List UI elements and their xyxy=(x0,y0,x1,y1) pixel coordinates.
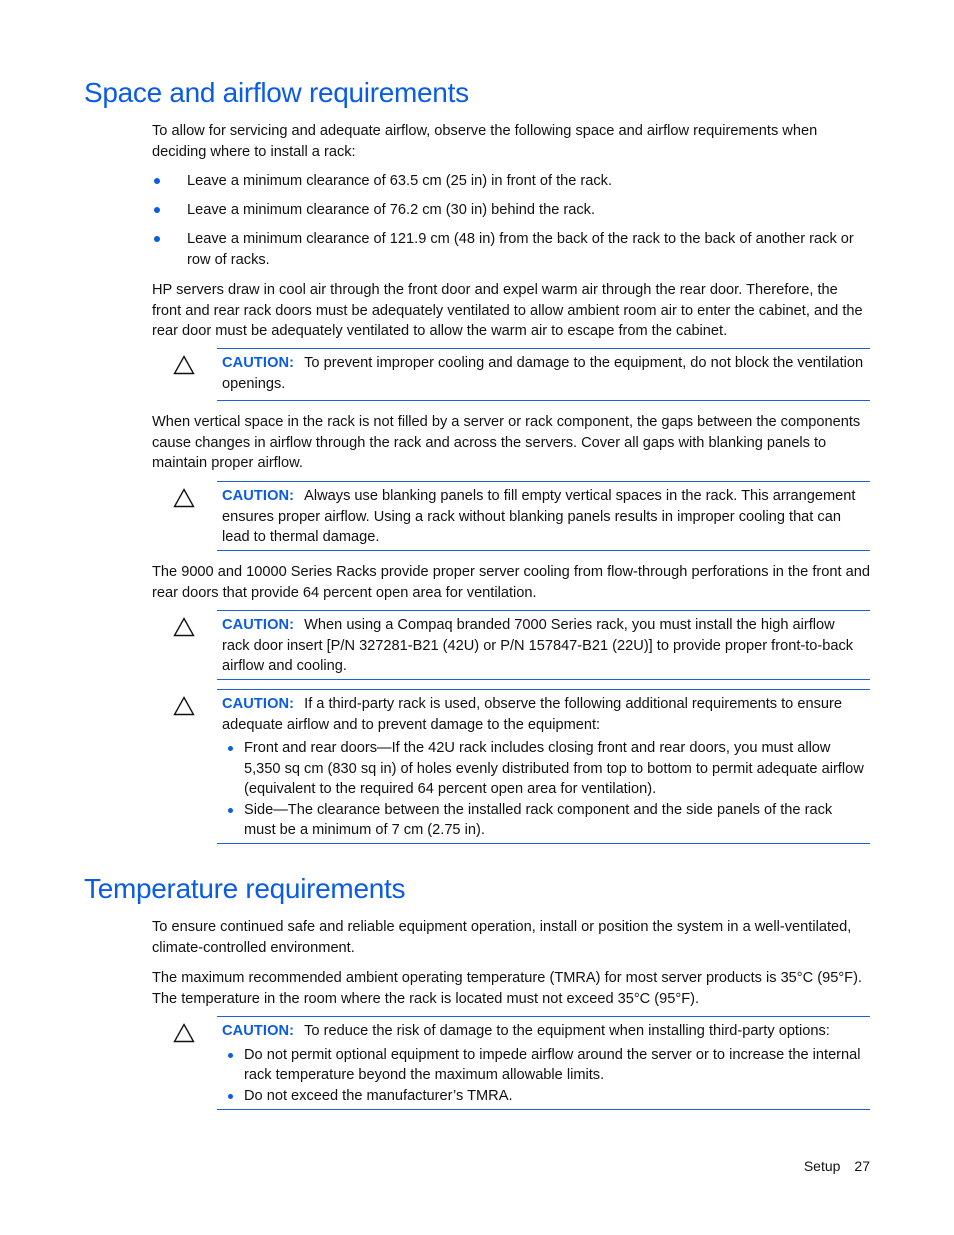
page-number: 27 xyxy=(854,1158,870,1174)
caution-notice: CAUTION: When using a Compaq branded 7000 Series rack, you must install the high airflow rack door insert [P/N 327281-B21 (42U) or P/N 157847-B21 (22U)] to provide proper front-to-back airflow and cooling. xyxy=(217,610,870,680)
list-item: Leave a minimum clearance of 121.9 cm (48 in) from the back of the rack to the back of another rack or row of racks. xyxy=(152,229,870,270)
caution-label: CAUTION: xyxy=(222,1023,295,1039)
bullet-icon xyxy=(228,1094,233,1099)
bullet-icon xyxy=(154,207,160,213)
caution-label: CAUTION: xyxy=(222,488,295,504)
list-item: Do not exceed the manufacturer’s TMRA. xyxy=(222,1086,866,1107)
section-heading-temperature: Temperature requirements xyxy=(84,873,406,904)
bullet-icon xyxy=(228,808,233,813)
third-party-rack-list xyxy=(222,738,866,841)
warning-triangle-icon xyxy=(173,1023,195,1043)
list-item: Front and rear doors—If the 42U rack includes closing front and rear doors, you must allow 5,350 sq cm (830 sq in) of holes evenly distributed from top to bottom to permit adequate airflow (equivalent to the required 64 percent open area for ventilation). xyxy=(222,738,866,800)
warning-triangle-icon xyxy=(173,355,195,375)
caution-label: CAUTION: xyxy=(222,696,295,712)
third-party-options-list xyxy=(222,1045,866,1107)
caution-notice: CAUTION: Always use blanking panels to fill empty vertical spaces in the rack. This arrangement ensures proper airflow. Using a rack without blanking panels results in improper cooling that can lead to thermal damage. xyxy=(217,481,870,551)
bullet-icon xyxy=(154,178,160,184)
warning-triangle-icon xyxy=(173,696,195,716)
series-racks-paragraph: The 9000 and 10000 Series Racks provide proper server cooling from flow-through perforations in the front and rear doors that provide 64 percent open area for ventilation. xyxy=(152,564,870,601)
clearance-list xyxy=(152,171,870,270)
list-item: Leave a minimum clearance of 63.5 cm (25 in) in front of the rack. xyxy=(152,171,870,192)
warning-triangle-icon xyxy=(173,488,195,508)
warning-triangle-icon xyxy=(173,617,195,637)
caution-notice: CAUTION: To prevent improper cooling and damage to the equipment, do not block the ventilation openings. xyxy=(217,348,870,401)
caution-label: CAUTION: xyxy=(222,617,295,633)
bullet-icon xyxy=(154,236,160,242)
tmra-paragraph: The maximum recommended ambient operating temperature (TMRA) for most server products is 35°C (95°F). The temperature in the room where the rack is located must not exceed 35°C (95°F). xyxy=(152,970,862,1007)
caution-notice: CAUTION: To reduce the risk of damage to the equipment when installing third-party options: Do not permit optional equipment to impede airflow around the server or to increase the internal rack temperature beyond the maximum allowable limits. Do not exceed the manufacturer’s TMRA. xyxy=(217,1016,870,1110)
caution-label: CAUTION: xyxy=(222,355,295,371)
list-item: Side—The clearance between the installed rack component and the side panels of the rack must be a minimum of 7 cm (2.75 in). xyxy=(222,800,866,841)
footer-section-name: Setup xyxy=(803,1158,841,1174)
section-heading-space-airflow: Space and airflow requirements xyxy=(84,77,469,108)
page-footer xyxy=(804,1158,870,1174)
intro-paragraph: To allow for servicing and adequate airflow, observe the following space and airflow requirements when deciding where to install a rack: xyxy=(152,123,818,160)
bullet-icon xyxy=(228,1053,233,1058)
list-item: Leave a minimum clearance of 76.2 cm (30 in) behind the rack. xyxy=(152,200,870,221)
caution-notice: CAUTION: If a third-party rack is used, observe the following additional requirements to ensure adequate airflow and to prevent damage to the equipment: Front and rear doors—If the 42U rack includes closing front and rear doors, you must allow 5,350 sq cm (830 sq in) of holes evenly distributed from top to bottom to permit adequate airflow (equivalent to the required 64 percent open area for ventilation). Side—The clearance between the installed rack component and the side panels of the rack must be a minimum of 7 cm (2.75 in). xyxy=(217,689,870,844)
list-item: Do not permit optional equipment to impede airflow around the server or to increase the internal rack temperature beyond the maximum allowable limits. xyxy=(222,1045,866,1086)
airflow-paragraph: HP servers draw in cool air through the front door and expel warm air through the rear door. Therefore, the front and rear rack doors must be adequately ventilated to allow ambient room air to enter the cabinet, and the rear door must be adequately ventilated to allow the warm air to escape from the cabinet. xyxy=(152,282,863,339)
temperature-intro-paragraph: To ensure continued safe and reliable equipment operation, install or position the system in a well-ventilated, climate-controlled environment. xyxy=(152,919,852,956)
blanking-panels-paragraph: When vertical space in the rack is not filled by a server or rack component, the gaps between the components cause changes in airflow through the rack and across the servers. Cover all gaps with blanking panels to maintain proper airflow. xyxy=(152,414,861,471)
bullet-icon xyxy=(228,746,233,751)
